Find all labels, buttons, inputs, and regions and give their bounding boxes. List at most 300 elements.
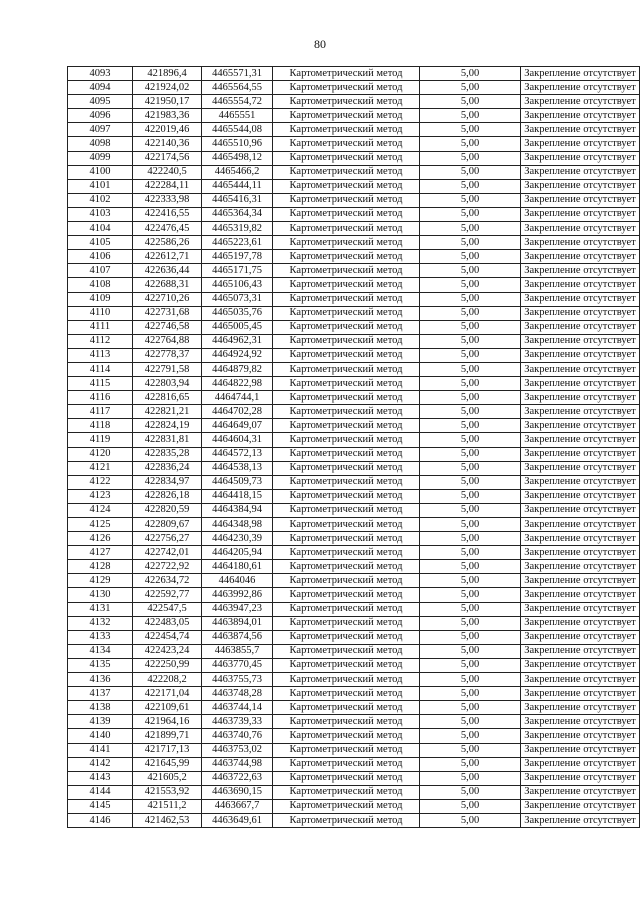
x-coordinate-cell: 422826,18 (133, 489, 202, 503)
x-coordinate-cell: 421553,92 (133, 785, 202, 799)
fixation-cell: Закрепление отсутствует (521, 306, 640, 320)
accuracy-cell: 5,00 (420, 813, 521, 827)
x-coordinate-cell: 422592,77 (133, 588, 202, 602)
x-coordinate-cell: 422742,01 (133, 546, 202, 560)
method-cell: Картометрический метод (273, 673, 420, 687)
x-coordinate-cell: 422416,55 (133, 207, 202, 221)
fixation-cell: Закрепление отсутствует (521, 447, 640, 461)
fixation-cell: Закрепление отсутствует (521, 250, 640, 264)
table-row (68, 236, 640, 250)
x-coordinate-cell: 422834,97 (133, 475, 202, 489)
fixation-cell: Закрепление отсутствует (521, 391, 640, 405)
method-cell: Картометрический метод (273, 95, 420, 109)
method-cell: Картометрический метод (273, 588, 420, 602)
point-number-cell: 4106 (68, 250, 133, 264)
method-cell: Картометрический метод (273, 250, 420, 264)
method-cell: Картометрический метод (273, 658, 420, 672)
method-cell: Картометрический метод (273, 179, 420, 193)
x-coordinate-cell: 422476,45 (133, 222, 202, 236)
table-row (68, 67, 640, 81)
accuracy-cell: 5,00 (420, 546, 521, 560)
accuracy-cell: 5,00 (420, 334, 521, 348)
accuracy-cell: 5,00 (420, 377, 521, 391)
method-cell: Картометрический метод (273, 278, 420, 292)
method-cell: Картометрический метод (273, 81, 420, 95)
coordinates-table-body (68, 67, 640, 828)
point-number-cell: 4118 (68, 419, 133, 433)
y-coordinate-cell: 4465564,55 (202, 81, 273, 95)
accuracy-cell: 5,00 (420, 644, 521, 658)
point-number-cell: 4102 (68, 193, 133, 207)
fixation-cell: Закрепление отсутствует (521, 813, 640, 827)
x-coordinate-cell: 422809,67 (133, 518, 202, 532)
point-number-cell: 4110 (68, 306, 133, 320)
method-cell: Картометрический метод (273, 503, 420, 517)
point-number-cell: 4146 (68, 813, 133, 827)
y-coordinate-cell: 4464649,07 (202, 419, 273, 433)
fixation-cell: Закрепление отсутствует (521, 687, 640, 701)
table-row (68, 813, 640, 827)
method-cell: Картометрический метод (273, 362, 420, 376)
fixation-cell: Закрепление отсутствует (521, 81, 640, 95)
x-coordinate-cell: 421896,4 (133, 67, 202, 81)
accuracy-cell: 5,00 (420, 518, 521, 532)
x-coordinate-cell: 422483,05 (133, 616, 202, 630)
accuracy-cell: 5,00 (420, 630, 521, 644)
fixation-cell: Закрепление отсутствует (521, 222, 640, 236)
point-number-cell: 4109 (68, 292, 133, 306)
accuracy-cell: 5,00 (420, 687, 521, 701)
fixation-cell: Закрепление отсутствует (521, 701, 640, 715)
table-row (68, 179, 640, 193)
y-coordinate-cell: 4463947,23 (202, 602, 273, 616)
x-coordinate-cell: 422791,58 (133, 362, 202, 376)
method-cell: Картометрический метод (273, 799, 420, 813)
x-coordinate-cell: 422816,65 (133, 391, 202, 405)
point-number-cell: 4128 (68, 560, 133, 574)
fixation-cell: Закрепление отсутствует (521, 151, 640, 165)
y-coordinate-cell: 4463770,45 (202, 658, 273, 672)
point-number-cell: 4139 (68, 715, 133, 729)
table-row (68, 165, 640, 179)
table-row (68, 715, 640, 729)
method-cell: Картометрический метод (273, 461, 420, 475)
y-coordinate-cell: 4465551 (202, 109, 273, 123)
table-row (68, 264, 640, 278)
table-row (68, 799, 640, 813)
y-coordinate-cell: 4465073,31 (202, 292, 273, 306)
method-cell: Картометрический метод (273, 771, 420, 785)
fixation-cell: Закрепление отсутствует (521, 532, 640, 546)
accuracy-cell: 5,00 (420, 574, 521, 588)
fixation-cell: Закрепление отсутствует (521, 475, 640, 489)
point-number-cell: 4114 (68, 362, 133, 376)
y-coordinate-cell: 4465466,2 (202, 165, 273, 179)
accuracy-cell: 5,00 (420, 109, 521, 123)
y-coordinate-cell: 4464702,28 (202, 405, 273, 419)
fixation-cell: Закрепление отсутствует (521, 574, 640, 588)
method-cell: Картометрический метод (273, 433, 420, 447)
method-cell: Картометрический метод (273, 532, 420, 546)
fixation-cell: Закрепление отсутствует (521, 419, 640, 433)
y-coordinate-cell: 4464744,1 (202, 391, 273, 405)
fixation-cell: Закрепление отсутствует (521, 560, 640, 574)
point-number-cell: 4144 (68, 785, 133, 799)
table-row (68, 95, 640, 109)
fixation-cell: Закрепление отсутствует (521, 123, 640, 137)
y-coordinate-cell: 4463649,61 (202, 813, 273, 827)
accuracy-cell: 5,00 (420, 264, 521, 278)
fixation-cell: Закрепление отсутствует (521, 179, 640, 193)
fixation-cell: Закрепление отсутствует (521, 95, 640, 109)
accuracy-cell: 5,00 (420, 179, 521, 193)
x-coordinate-cell: 422284,11 (133, 179, 202, 193)
table-row (68, 644, 640, 658)
method-cell: Картометрический метод (273, 306, 420, 320)
table-row (68, 518, 640, 532)
table-row (68, 391, 640, 405)
table-row (68, 320, 640, 334)
method-cell: Картометрический метод (273, 785, 420, 799)
method-cell: Картометрический метод (273, 546, 420, 560)
fixation-cell: Закрепление отсутствует (521, 785, 640, 799)
x-coordinate-cell: 422756,27 (133, 532, 202, 546)
x-coordinate-cell: 421717,13 (133, 743, 202, 757)
point-number-cell: 4125 (68, 518, 133, 532)
table-row (68, 687, 640, 701)
accuracy-cell: 5,00 (420, 278, 521, 292)
method-cell: Картометрический метод (273, 743, 420, 757)
y-coordinate-cell: 4465544,08 (202, 123, 273, 137)
fixation-cell: Закрепление отсутствует (521, 165, 640, 179)
y-coordinate-cell: 4463740,76 (202, 729, 273, 743)
y-coordinate-cell: 4465035,76 (202, 306, 273, 320)
x-coordinate-cell: 421899,71 (133, 729, 202, 743)
fixation-cell: Закрепление отсутствует (521, 405, 640, 419)
point-number-cell: 4111 (68, 320, 133, 334)
accuracy-cell: 5,00 (420, 419, 521, 433)
method-cell: Картометрический метод (273, 193, 420, 207)
table-row (68, 193, 640, 207)
y-coordinate-cell: 4464348,98 (202, 518, 273, 532)
fixation-cell: Закрепление отсутствует (521, 588, 640, 602)
x-coordinate-cell: 422547,5 (133, 602, 202, 616)
x-coordinate-cell: 422636,44 (133, 264, 202, 278)
method-cell: Картометрический метод (273, 264, 420, 278)
table-row (68, 757, 640, 771)
table-row (68, 560, 640, 574)
accuracy-cell: 5,00 (420, 433, 521, 447)
table-row (68, 151, 640, 165)
fixation-cell: Закрепление отсутствует (521, 616, 640, 630)
fixation-cell: Закрепление отсутствует (521, 334, 640, 348)
y-coordinate-cell: 4464962,31 (202, 334, 273, 348)
method-cell: Картометрический метод (273, 207, 420, 221)
method-cell: Картометрический метод (273, 165, 420, 179)
point-number-cell: 4137 (68, 687, 133, 701)
point-number-cell: 4141 (68, 743, 133, 757)
fixation-cell: Закрепление отсутствует (521, 546, 640, 560)
method-cell: Картометрический метод (273, 644, 420, 658)
point-number-cell: 4095 (68, 95, 133, 109)
y-coordinate-cell: 4465005,45 (202, 320, 273, 334)
table-row (68, 377, 640, 391)
point-number-cell: 4135 (68, 658, 133, 672)
method-cell: Картометрический метод (273, 701, 420, 715)
fixation-cell: Закрепление отсутствует (521, 518, 640, 532)
y-coordinate-cell: 4465498,12 (202, 151, 273, 165)
table-row (68, 588, 640, 602)
y-coordinate-cell: 4463894,01 (202, 616, 273, 630)
table-row (68, 729, 640, 743)
fixation-cell: Закрепление отсутствует (521, 743, 640, 757)
method-cell: Картометрический метод (273, 687, 420, 701)
x-coordinate-cell: 421645,99 (133, 757, 202, 771)
accuracy-cell: 5,00 (420, 222, 521, 236)
table-row (68, 785, 640, 799)
x-coordinate-cell: 422831,81 (133, 433, 202, 447)
fixation-cell: Закрепление отсутствует (521, 729, 640, 743)
method-cell: Картометрический метод (273, 236, 420, 250)
fixation-cell: Закрепление отсутствует (521, 644, 640, 658)
y-coordinate-cell: 4464418,15 (202, 489, 273, 503)
fixation-cell: Закрепление отсутствует (521, 602, 640, 616)
table-row (68, 743, 640, 757)
point-number-cell: 4105 (68, 236, 133, 250)
x-coordinate-cell: 422109,61 (133, 701, 202, 715)
point-number-cell: 4099 (68, 151, 133, 165)
accuracy-cell: 5,00 (420, 588, 521, 602)
x-coordinate-cell: 421964,16 (133, 715, 202, 729)
point-number-cell: 4124 (68, 503, 133, 517)
fixation-cell: Закрепление отсутствует (521, 236, 640, 250)
method-cell: Картометрический метод (273, 123, 420, 137)
method-cell: Картометрический метод (273, 391, 420, 405)
x-coordinate-cell: 422803,94 (133, 377, 202, 391)
x-coordinate-cell: 422688,31 (133, 278, 202, 292)
fixation-cell: Закрепление отсутствует (521, 461, 640, 475)
accuracy-cell: 5,00 (420, 785, 521, 799)
page-number: 80 (314, 37, 326, 51)
table-row (68, 109, 640, 123)
y-coordinate-cell: 4465444,11 (202, 179, 273, 193)
method-cell: Картометрический метод (273, 377, 420, 391)
table-row (68, 348, 640, 362)
y-coordinate-cell: 4463690,15 (202, 785, 273, 799)
fixation-cell: Закрепление отсутствует (521, 771, 640, 785)
method-cell: Картометрический метод (273, 67, 420, 81)
fixation-cell: Закрепление отсутствует (521, 658, 640, 672)
x-coordinate-cell: 422423,24 (133, 644, 202, 658)
fixation-cell: Закрепление отсутствует (521, 193, 640, 207)
table-row (68, 222, 640, 236)
method-cell: Картометрический метод (273, 405, 420, 419)
point-number-cell: 4115 (68, 377, 133, 391)
y-coordinate-cell: 4463748,28 (202, 687, 273, 701)
table-row (68, 503, 640, 517)
method-cell: Картометрический метод (273, 109, 420, 123)
table-row (68, 278, 640, 292)
accuracy-cell: 5,00 (420, 320, 521, 334)
accuracy-cell: 5,00 (420, 560, 521, 574)
point-number-cell: 4123 (68, 489, 133, 503)
y-coordinate-cell: 4464205,94 (202, 546, 273, 560)
y-coordinate-cell: 4463739,33 (202, 715, 273, 729)
point-number-cell: 4131 (68, 602, 133, 616)
fixation-cell: Закрепление отсутствует (521, 207, 640, 221)
x-coordinate-cell: 422722,92 (133, 560, 202, 574)
accuracy-cell: 5,00 (420, 602, 521, 616)
table-row (68, 574, 640, 588)
accuracy-cell: 5,00 (420, 151, 521, 165)
x-coordinate-cell: 422835,28 (133, 447, 202, 461)
point-number-cell: 4097 (68, 123, 133, 137)
method-cell: Картометрический метод (273, 757, 420, 771)
y-coordinate-cell: 4463874,56 (202, 630, 273, 644)
fixation-cell: Закрепление отсутствует (521, 377, 640, 391)
x-coordinate-cell: 422250,99 (133, 658, 202, 672)
accuracy-cell: 5,00 (420, 461, 521, 475)
x-coordinate-cell: 422208,2 (133, 673, 202, 687)
point-number-cell: 4129 (68, 574, 133, 588)
point-number-cell: 4117 (68, 405, 133, 419)
y-coordinate-cell: 4464384,94 (202, 503, 273, 517)
table-row (68, 250, 640, 264)
x-coordinate-cell: 421511,2 (133, 799, 202, 813)
accuracy-cell: 5,00 (420, 616, 521, 630)
method-cell: Картометрический метод (273, 616, 420, 630)
point-number-cell: 4098 (68, 137, 133, 151)
table-row (68, 546, 640, 560)
point-number-cell: 4140 (68, 729, 133, 743)
point-number-cell: 4100 (68, 165, 133, 179)
method-cell: Картометрический метод (273, 630, 420, 644)
accuracy-cell: 5,00 (420, 771, 521, 785)
point-number-cell: 4133 (68, 630, 133, 644)
table-row (68, 658, 640, 672)
x-coordinate-cell: 422710,26 (133, 292, 202, 306)
point-number-cell: 4142 (68, 757, 133, 771)
accuracy-cell: 5,00 (420, 137, 521, 151)
table-row (68, 433, 640, 447)
accuracy-cell: 5,00 (420, 95, 521, 109)
accuracy-cell: 5,00 (420, 250, 521, 264)
point-number-cell: 4108 (68, 278, 133, 292)
table-row (68, 334, 640, 348)
x-coordinate-cell: 422764,88 (133, 334, 202, 348)
x-coordinate-cell: 422612,71 (133, 250, 202, 264)
point-number-cell: 4096 (68, 109, 133, 123)
point-number-cell: 4119 (68, 433, 133, 447)
y-coordinate-cell: 4463855,7 (202, 644, 273, 658)
point-number-cell: 4134 (68, 644, 133, 658)
point-number-cell: 4143 (68, 771, 133, 785)
method-cell: Картометрический метод (273, 518, 420, 532)
point-number-cell: 4127 (68, 546, 133, 560)
accuracy-cell: 5,00 (420, 362, 521, 376)
method-cell: Картометрический метод (273, 222, 420, 236)
y-coordinate-cell: 4463667,7 (202, 799, 273, 813)
accuracy-cell: 5,00 (420, 532, 521, 546)
y-coordinate-cell: 4464538,13 (202, 461, 273, 475)
method-cell: Картометрический метод (273, 489, 420, 503)
accuracy-cell: 5,00 (420, 489, 521, 503)
x-coordinate-cell: 422171,04 (133, 687, 202, 701)
method-cell: Картометрический метод (273, 574, 420, 588)
x-coordinate-cell: 422821,21 (133, 405, 202, 419)
point-number-cell: 4121 (68, 461, 133, 475)
y-coordinate-cell: 4464822,98 (202, 377, 273, 391)
coordinates-table (67, 66, 640, 828)
point-number-cell: 4145 (68, 799, 133, 813)
y-coordinate-cell: 4463992,86 (202, 588, 273, 602)
y-coordinate-cell: 4464509,73 (202, 475, 273, 489)
x-coordinate-cell: 422019,46 (133, 123, 202, 137)
fixation-cell: Закрепление отсутствует (521, 137, 640, 151)
point-number-cell: 4126 (68, 532, 133, 546)
fixation-cell: Закрепление отсутствует (521, 362, 640, 376)
y-coordinate-cell: 4463753,02 (202, 743, 273, 757)
point-number-cell: 4136 (68, 673, 133, 687)
y-coordinate-cell: 4465319,82 (202, 222, 273, 236)
fixation-cell: Закрепление отсутствует (521, 278, 640, 292)
accuracy-cell: 5,00 (420, 81, 521, 95)
point-number-cell: 4138 (68, 701, 133, 715)
table-row (68, 362, 640, 376)
x-coordinate-cell: 421983,36 (133, 109, 202, 123)
y-coordinate-cell: 4465364,34 (202, 207, 273, 221)
table-row (68, 405, 640, 419)
fixation-cell: Закрепление отсутствует (521, 673, 640, 687)
fixation-cell: Закрепление отсутствует (521, 630, 640, 644)
fixation-cell: Закрепление отсутствует (521, 433, 640, 447)
point-number-cell: 4094 (68, 81, 133, 95)
table-row (68, 771, 640, 785)
accuracy-cell: 5,00 (420, 292, 521, 306)
fixation-cell: Закрепление отсутствует (521, 348, 640, 362)
method-cell: Картометрический метод (273, 475, 420, 489)
accuracy-cell: 5,00 (420, 701, 521, 715)
table-row (68, 701, 640, 715)
y-coordinate-cell: 4464924,92 (202, 348, 273, 362)
accuracy-cell: 5,00 (420, 757, 521, 771)
method-cell: Картометрический метод (273, 560, 420, 574)
point-number-cell: 4093 (68, 67, 133, 81)
accuracy-cell: 5,00 (420, 391, 521, 405)
y-coordinate-cell: 4465171,75 (202, 264, 273, 278)
accuracy-cell: 5,00 (420, 67, 521, 81)
method-cell: Картометрический метод (273, 348, 420, 362)
accuracy-cell: 5,00 (420, 743, 521, 757)
table-row (68, 673, 640, 687)
table-row (68, 489, 640, 503)
fixation-cell: Закрепление отсутствует (521, 799, 640, 813)
accuracy-cell: 5,00 (420, 123, 521, 137)
x-coordinate-cell: 422240,5 (133, 165, 202, 179)
y-coordinate-cell: 4463744,14 (202, 701, 273, 715)
table-row (68, 419, 640, 433)
accuracy-cell: 5,00 (420, 306, 521, 320)
point-number-cell: 4113 (68, 348, 133, 362)
x-coordinate-cell: 422731,68 (133, 306, 202, 320)
x-coordinate-cell: 422174,56 (133, 151, 202, 165)
method-cell: Картометрический метод (273, 292, 420, 306)
x-coordinate-cell: 422140,36 (133, 137, 202, 151)
method-cell: Картометрический метод (273, 813, 420, 827)
fixation-cell: Закрепление отсутствует (521, 320, 640, 334)
table-row (68, 123, 640, 137)
fixation-cell: Закрепление отсутствует (521, 715, 640, 729)
